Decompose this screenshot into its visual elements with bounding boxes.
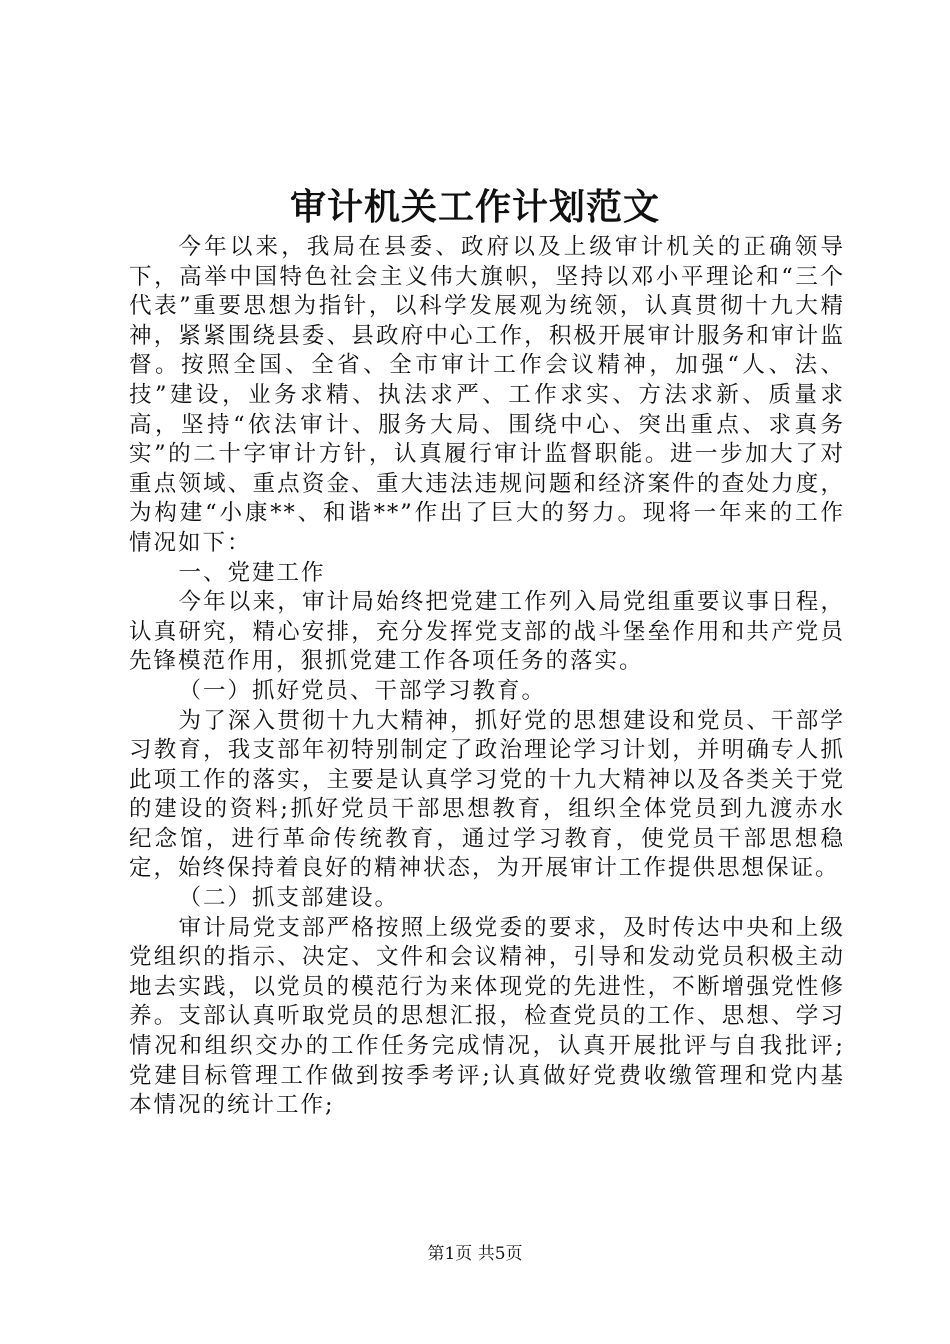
document-body — [129, 233, 845, 1121]
paragraph-intro: 今年以来，我局在县委、政府以及上级审计机关的正确领导下，高举中国特色社会主义伟大旗帜，坚持以邓小平理论和“三个代表”重要思想为指针，以科学发展观为统领，认真贯彻十九大精神，紧紧围绕县委、县政府中心工作，积极开展审计服务和审计监督。按照全国、全省、全市审计工作会议精神，加强“人、法、技”建设，业务求精、执法求严、工作求实、方法求新、质量求高，坚持“依法审计、服务大局、围绕中心、突出重点、求真务实”的二十字审计方针，认真履行审计监督职能。进一步加大了对重点领域、重点资金、重大违法违规问题和经济案件的查处力度，为构建“小康**、和谐**”作出了巨大的努力。现将一年来的工作情况如下： — [129, 234, 845, 556]
page-number-footer: 第1页 共5页 — [427, 1244, 523, 1264]
paragraph-branch-building: 审计局党支部严格按照上级党委的要求，及时传达中央和上级党组织的指示、决定、文件和会议精神，引导和发动党员积极主动地去实践，以党员的模范行为来体现党的先进性，不断增强党性修养。支部认真听取党员的思想汇报，检查党员的工作、思想、学习情况和组织交办的工作任务完成情况，认真开展批评与自我批评;党建目标管理工作做到按季考评;认真做好党费收缴管理和党内基本情况的统计工作; — [129, 914, 845, 1119]
paragraph-study-education: 为了深入贯彻十九大精神，抓好党的思想建设和党员、干部学习教育，我支部年初特别制定了政治理论学习计划，并明确专人抓此项工作的落实，主要是认真学习党的十九大精神以及各类关于党的建设的资料;抓好党员干部思想教育，组织全体党员到九渡赤水纪念馆，进行革命传统教育，通过学习教育，使党员干部思想稳定，始终保持着良好的精神状态，为开展审计工作提供思想保证。 — [129, 707, 845, 882]
subsection-heading-study-education: （一）抓好党员、干部学习教育。 — [178, 677, 547, 704]
subsection-heading-branch-building: （二）抓支部建设。 — [178, 885, 400, 912]
section-heading-party-building: 一、党建工作 — [178, 559, 326, 586]
paragraph-party-building: 今年以来，审计局始终把党建工作列入局党组重要议事日程，认真研究，精心安排，充分发挥党支部的战斗堡垒作用和共产党员先锋模范作用，狠抓党建工作各项任务的落实。 — [129, 589, 845, 675]
document-title: 审计机关工作计划范文 — [289, 186, 660, 228]
